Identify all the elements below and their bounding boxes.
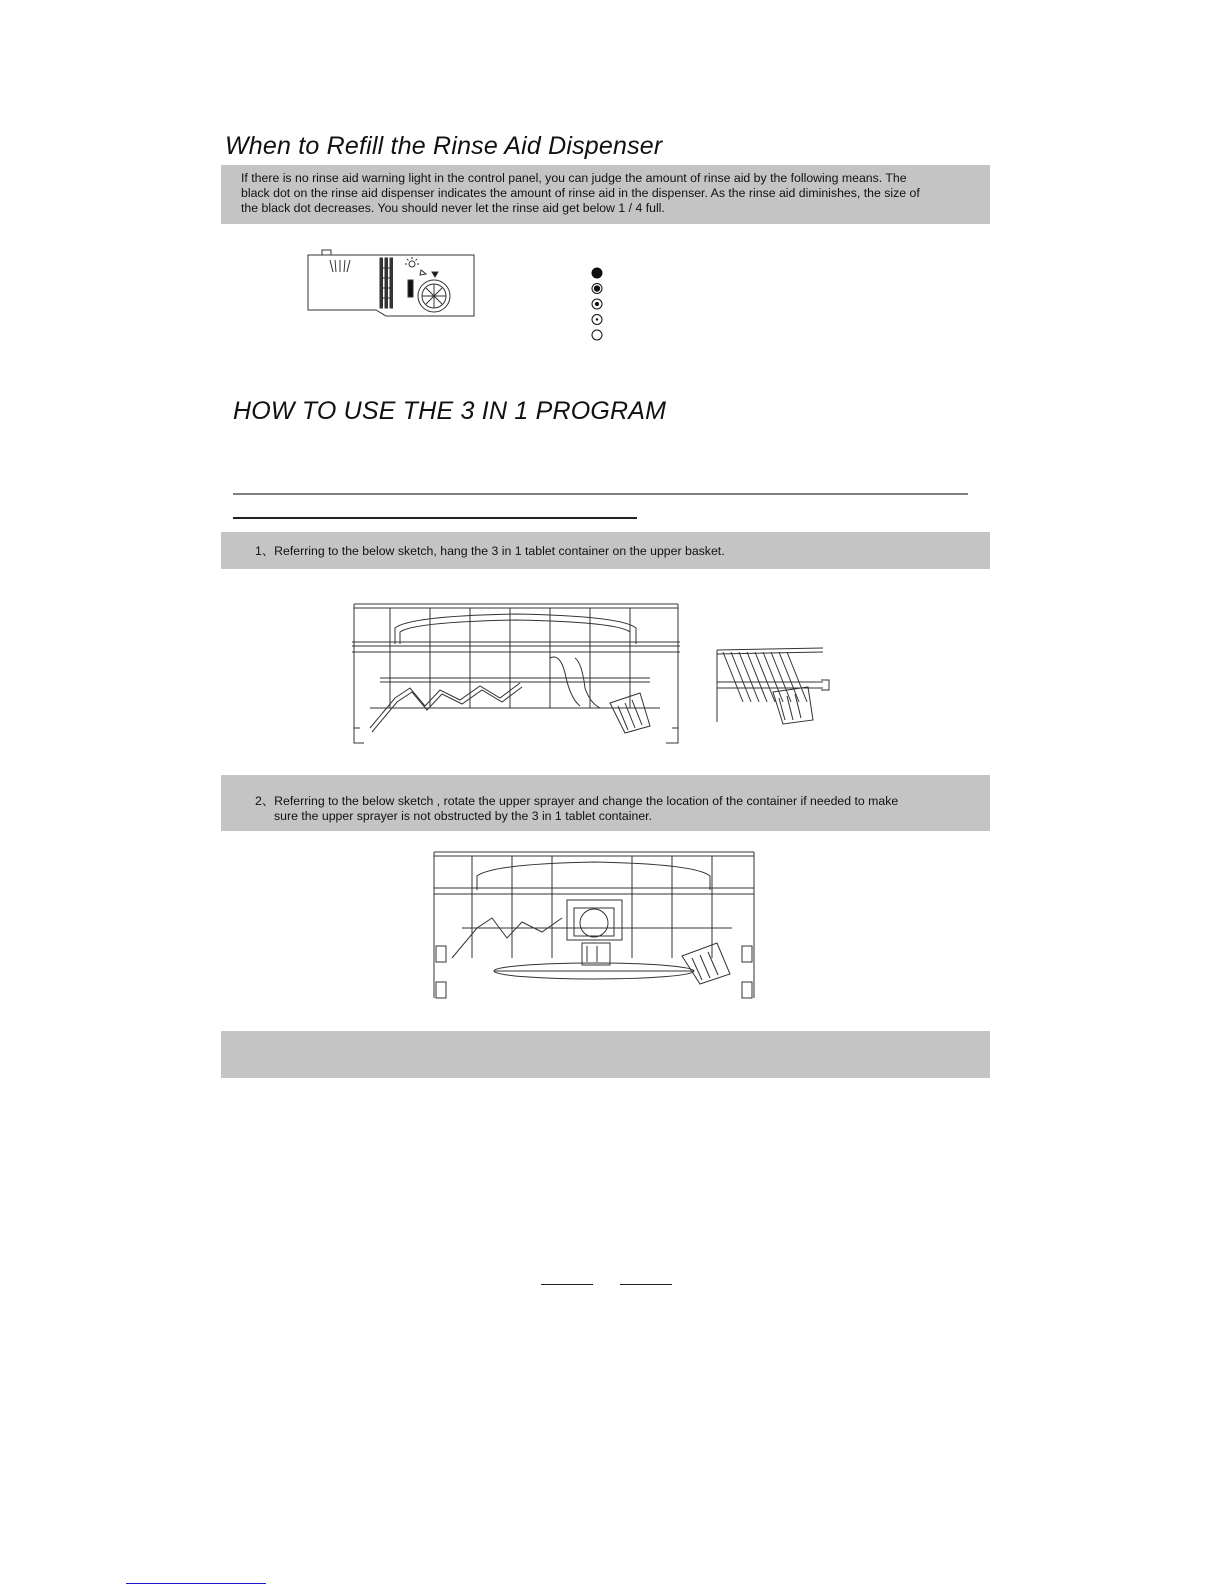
note-band — [221, 1031, 990, 1078]
refill-section-title: When to Refill the Rinse Aid Dispenser — [225, 132, 663, 160]
refill-info-band — [221, 165, 990, 224]
level-indicator-dot — [592, 268, 602, 278]
step2-text-line-2: sure the upper sprayer is not obstructed by the 3 in 1 tablet container. — [274, 809, 653, 823]
rinse-aid-dispenser-drawing — [306, 248, 476, 320]
step2-text-line-1: 2、Referring to the below sketch , rotate the upper sprayer and change the location of the container if needed to make — [255, 794, 899, 808]
rinse-aid-level-indicators — [590, 265, 606, 343]
level-indicator-dot — [592, 330, 602, 340]
footer-rule-left — [541, 1284, 593, 1285]
footer-link-underline[interactable] — [126, 1583, 266, 1584]
step1-text: 1、Referring to the below sketch, hang the 3 in 1 tablet container on the upper basket. — [255, 544, 725, 558]
basket-side-detail-drawing — [713, 642, 833, 732]
upper-basket-drawing — [350, 598, 682, 748]
refill-info-line-1: If there is no rinse aid warning light in the control panel, you can judge the amount of rinse aid by the following means. The — [241, 171, 907, 185]
refill-info-line-3: the black dot decreases. You should never let the rinse aid get below 1 / 4 full. — [241, 201, 665, 215]
step1-band — [221, 532, 990, 569]
level-indicator-fill — [595, 302, 599, 306]
refill-info-line-2: black dot on the rinse aid dispenser indicates the amount of rinse aid in the dispenser. As the rinse aid diminishes, the size of — [241, 186, 920, 200]
divider-rule — [233, 493, 968, 495]
step2-band — [221, 775, 990, 831]
level-indicator-fill — [596, 318, 598, 320]
divider-rule-short — [233, 517, 637, 519]
upper-basket-sprayer-drawing — [432, 848, 757, 1003]
level-indicator-fill — [594, 285, 600, 291]
footer-rule-right — [620, 1284, 672, 1285]
program-section-title: HOW TO USE THE 3 IN 1 PROGRAM — [233, 397, 667, 425]
